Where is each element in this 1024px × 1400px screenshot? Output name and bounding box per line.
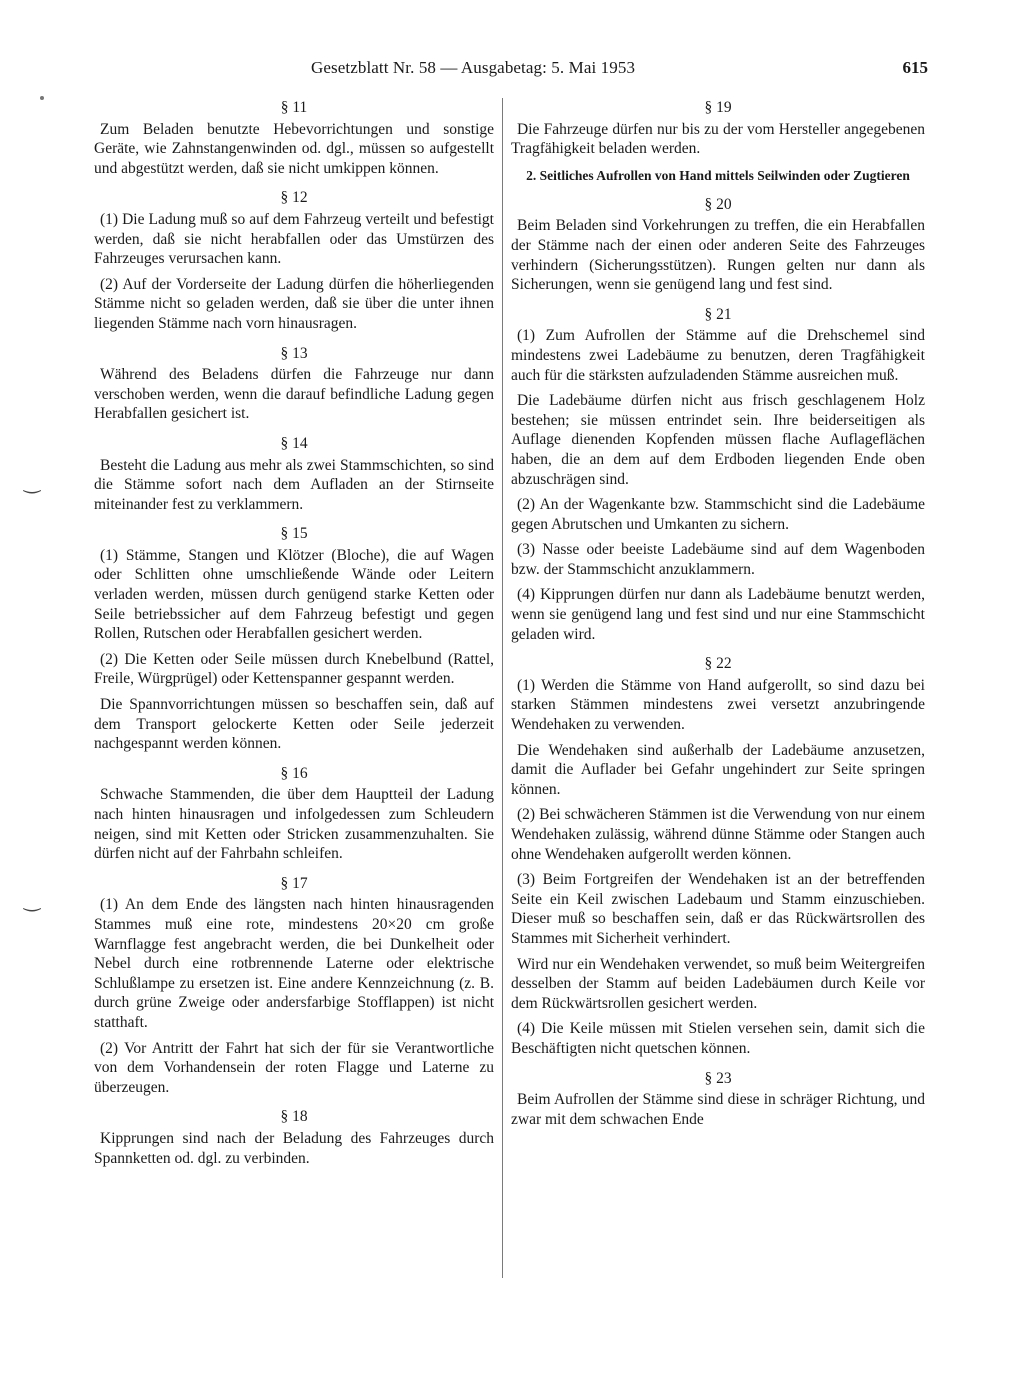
section-number: § 16 xyxy=(280,764,308,782)
paragraph: (1) Die Ladung muß so auf dem Fahrzeug verteilt und befestigt werden, daß sie nicht herabfallen oder das Umstürzen des Fahrzeuges verursachen kann. xyxy=(94,210,494,268)
section-number: § 20 xyxy=(704,195,732,213)
section-number: § 22 xyxy=(704,655,732,673)
paragraph: (3) Nasse oder beeiste Ladebäume sind auf dem Wagenboden bzw. der Stammschicht anzuklammern. xyxy=(511,541,925,578)
paragraph: Schwache Stammenden, die über dem Hauptteil der Ladung nach hinten hinausragen und infolgedessen zum Schleudern neigen, sind mit Ketten oder Stricken zusammenzuhalten. Sie dürfen nicht auf der Fahrbahn schleifen. xyxy=(94,786,494,863)
paragraph: Die Wendehaken sind außerhalb der Ladebäume anzusetzen, damit die Auflader bei Gefahr ungehindert zur Seite springen können. xyxy=(511,741,925,798)
paragraph: Wird nur ein Wendehaken verwendet, so muß beim Weitergreifen desselben der Stamm auf beiden Ladebäumen durch Keile vor dem Rückwärtsrollen gesichert werden. xyxy=(511,955,925,1012)
paragraph: Beim Beladen sind Vorkehrungen zu treffen, die ein Herabfallen der Stämme nach der einen oder anderen Seite des Fahrzeuges verhindern (Sicherungsstützen). Rungen gelten nur dann als Sicherungen, wenn sie genügend lang und fest sind. xyxy=(511,217,925,294)
right-column xyxy=(511,98,925,1135)
paragraph: (4) Kipprungen dürfen nur dann als Ladebäume benutzt werden, wenn sie genügend lang und fest sind und nur eine Stammschicht geladen wird. xyxy=(511,586,925,643)
paragraph: (2) Auf der Vorderseite der Ladung dürfen die höherliegenden Stämme nicht so geladen werden, daß sie über die unter ihnen liegenden Stämme nach vorn hinausragen. xyxy=(94,275,494,332)
section-number: § 23 xyxy=(704,1069,732,1087)
paragraph: Zum Beladen benutzte Hebevorrichtungen und sonstige Geräte, wie Zahnstangenwinden od. dgl., müssen so aufgestellt und abgestützt werden, daß sie nicht umkippen können. xyxy=(94,120,494,177)
paragraph: (2) Vor Antritt der Fahrt hat sich der für sie Verantwortliche von dem Vorhandensein der roten Flagge und Laterne zu überzeugen. xyxy=(94,1039,494,1096)
paragraph: Besteht die Ladung aus mehr als zwei Stammschichten, so sind die Stämme sofort nach dem Aufladen an der Stirnseite miteinander fest zu verklammern. xyxy=(94,456,494,513)
paragraph: (2) Die Ketten oder Seile müssen durch Knebelbund (Rattel, Freile, Würgprügel) oder Kettenspanner gespannt werden. xyxy=(94,650,494,688)
section-number: § 12 xyxy=(280,189,308,207)
margin-mark-icon: ‿ xyxy=(24,472,41,494)
paragraph: (1) Zum Aufrollen der Stämme auf die Drehschemel sind mindestens zwei Ladebäume zu benutzen, deren Tragfähigkeit auch für die stärksten aufzuladenden Stämme ausreichen muß. xyxy=(511,327,925,384)
column-divider xyxy=(502,98,503,1278)
paragraph: (4) Die Keile müssen mit Stielen versehen sein, damit sich die Beschäftigten nicht quetschen können. xyxy=(511,1020,925,1057)
paragraph: (2) Bei schwächeren Stämmen ist die Verwendung von nur einem Wendehaken zulässig, während dünne Stämme oder Stangen auch ohne Wendehaken aufgerollt werden können. xyxy=(511,806,925,863)
section-number: § 21 xyxy=(704,305,732,323)
paragraph: (1) Werden die Stämme von Hand aufgerollt, so sind dazu bei starken Stämmen mindestens zwei versetzt anzubringende Wendehaken zu verwenden. xyxy=(511,676,925,734)
section-number: § 13 xyxy=(280,344,308,362)
section-number: § 15 xyxy=(280,525,308,543)
section-number: § 18 xyxy=(280,1108,308,1126)
page-header xyxy=(96,58,928,84)
subsection-heading: 2. Seitliches Aufrollen von Hand mittels Seilwinden oder Zugtieren xyxy=(526,167,910,183)
section-number: § 17 xyxy=(280,874,308,892)
paragraph: Die Spannvorrichtungen müssen so beschaffen sein, daß auf dem Transport gelockerte Ketten oder Seile jederzeit nachgespannt werden können. xyxy=(94,696,494,753)
page-number: 615 xyxy=(902,58,928,77)
paragraph: Die Ladebäume dürfen nicht aus frisch geschlagenem Holz bestehen; sie müssen entrindet sein. Ihre beiderseitigen als Auflage dienenden Kopfenden müssen flache Auflageflächen haben, die an dem auf dem Erdboden liegenden Ende oben abzuschrägen sind. xyxy=(511,392,925,488)
paragraph: Während des Beladens dürfen die Fahrzeuge nur dann verschoben werden, wenn die darauf befindliche Ladung gegen Herabfallen gesichert ist. xyxy=(94,366,494,423)
section-number: § 11 xyxy=(280,99,308,116)
paragraph: (1) An dem Ende des längsten nach hinten hinausragenden Stammes muß eine rote, mindestens 20×20 cm große Warnflagge fest angebracht werden, die bei Dunkelheit oder Nebel durch eine rotbrennende Laterne oder elektrische Schlußlampe zu ersetzen ist. Eine andere Kennzeichnung (z. B. durch grüne Zweige oder andersfarbige Stofflappen) ist nicht statthaft. xyxy=(94,896,494,1031)
header-title: Gesetzblatt Nr. 58 — Ausgabetag: 5. Mai 1953 xyxy=(311,58,636,77)
paragraph: (2) An der Wagenkante bzw. Stammschicht sind die Ladebäume gegen Abrutschen und Umkanten zu sichern. xyxy=(511,496,925,533)
section-number: § 19 xyxy=(704,99,732,116)
paragraph: Die Fahrzeuge dürfen nur bis zu der vom Hersteller angegebenen Tragfähigkeit beladen werden. xyxy=(511,120,925,158)
paragraph: Kipprungen sind nach der Beladung des Fahrzeuges durch Spannketten od. dgl. zu verbinden. xyxy=(94,1129,494,1167)
margin-mark-icon: ‿ xyxy=(24,890,41,912)
paragraph: (1) Stämme, Stangen und Klötzer (Bloche), die auf Wagen oder Schlitten ohne umschließende Wände oder Leitern verladen werden, müssen durch genügend starke Ketten oder Seile betriebssicher auf dem Fahrzeug befestigt und gegen Rollen, Rutschen oder Herabfallen gesichert werden. xyxy=(94,546,494,643)
paragraph: (3) Beim Fortgreifen der Wendehaken ist an der betreffenden Seite ein Keil zwischen Ladebaum und Stamm einzuschieben. Dieser muß so beschaffen sein, daß er das Rückwärtsrollen des Stammes mit Sicherheit verhindert. xyxy=(511,871,925,947)
left-column xyxy=(94,98,494,1174)
scan-speck xyxy=(40,96,44,100)
section-number: § 14 xyxy=(280,434,308,452)
paragraph: Beim Aufrollen der Stämme sind diese in schräger Richtung, und zwar mit dem schwachen Ende xyxy=(511,1091,925,1128)
